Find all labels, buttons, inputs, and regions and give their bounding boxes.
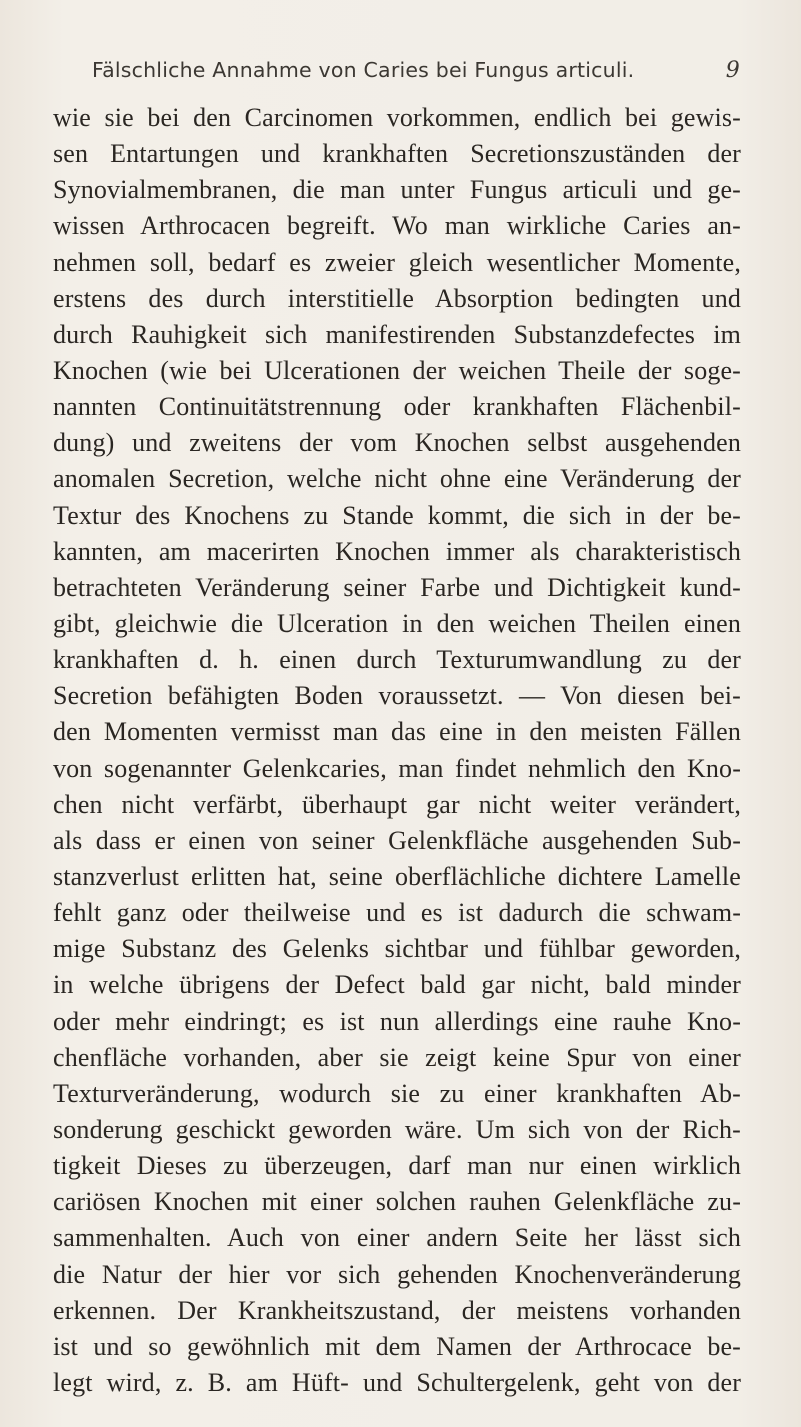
text-line: oder mehr eindringt; es ist nun allerdings eine rauhe Kno- bbox=[53, 1006, 741, 1036]
text-line: von sogenannter Gelenkcaries, man findet nehmlich den Kno- bbox=[53, 753, 741, 783]
text-line: sen Entartungen und krankhaften Secretionszuständen der bbox=[53, 139, 741, 169]
text-line: sammenhalten. Auch von einer andern Seite her lässt sich bbox=[53, 1223, 741, 1253]
text-line: chenfläche vorhanden, aber sie zeigt keine Spur von einer bbox=[53, 1042, 741, 1072]
text-line: anomalen Secretion, welche nicht ohne eine Veränderung der bbox=[53, 464, 741, 494]
text-line: wissen Arthrocacen begreift. Wo man wirkliche Caries an- bbox=[53, 211, 741, 241]
text-line: gibt, gleichwie die Ulceration in den weichen Theilen einen bbox=[53, 608, 741, 638]
text-line: wie sie bei den Carcinomen vorkommen, endlich bei gewis- bbox=[53, 103, 741, 132]
text-line: Knochen (wie bei Ulcerationen der weichen Theile der soge- bbox=[53, 355, 741, 385]
text-line: als dass er einen von seiner Gelenkfläche ausgehenden Sub- bbox=[53, 825, 741, 855]
text-line: Texturveränderung, wodurch sie zu einer krankhaften Ab- bbox=[53, 1078, 741, 1108]
text-line: nannten Continuitätstrennung oder krankhaften Flächenbil- bbox=[53, 392, 741, 422]
text-line: ist und so gewöhnlich mit dem Namen der Arthrocace be- bbox=[53, 1331, 741, 1361]
running-title: Fälschliche Annahme von Caries bei Fungus articuli. bbox=[92, 58, 635, 82]
text-line: tigkeit Dieses zu überzeugen, darf man nur einen wirklich bbox=[53, 1151, 741, 1181]
text-line: betrachteten Veränderung seiner Farbe und Dichtigkeit kund- bbox=[53, 572, 741, 602]
text-line: krankhaften d. h. einen durch Texturumwandlung zu der bbox=[53, 645, 741, 675]
text-line: Synovialmembranen, die man unter Fungus articuli und ge- bbox=[53, 175, 741, 205]
text-line: kannten, am macerirten Knochen immer als charakteristisch bbox=[53, 536, 741, 566]
page-number: 9 bbox=[725, 58, 740, 83]
text-line: nehmen soll, bedarf es zweier gleich wesentlicher Momente, bbox=[53, 247, 741, 277]
text-line: Secretion befähigten Boden voraussetzt. — Von diesen bei- bbox=[53, 681, 741, 711]
text-line: dung) und zweitens der vom Knochen selbst ausgehenden bbox=[53, 428, 741, 458]
text-line: erkennen. Der Krankheitszustand, der meistens vorhanden bbox=[53, 1295, 741, 1325]
text-line: sonderung geschickt geworden wäre. Um sich von der Rich- bbox=[53, 1114, 741, 1144]
body-paragraph bbox=[53, 100, 741, 1401]
running-header bbox=[92, 58, 740, 88]
text-line: mige Substanz des Gelenks sichtbar und fühlbar geworden, bbox=[53, 934, 741, 964]
text-line: Textur des Knochens zu Stande kommt, die sich in der be- bbox=[53, 500, 741, 530]
text-line: in welche übrigens der Defect bald gar nicht, bald minder bbox=[53, 970, 741, 1000]
text-line: cariösen Knochen mit einer solchen rauhen Gelenkfläche zu- bbox=[53, 1187, 741, 1217]
text-line: die Natur der hier vor sich gehenden Knochenveränderung bbox=[53, 1259, 741, 1289]
text-line: chen nicht verfärbt, überhaupt gar nicht weiter verändert, bbox=[53, 789, 741, 819]
text-line: den Momenten vermisst man das eine in den meisten Fällen bbox=[53, 717, 741, 747]
text-line: erstens des durch interstitielle Absorption bedingten und bbox=[53, 283, 741, 313]
text-line: stanzverlust erlitten hat, seine oberflächliche dichtere Lamelle bbox=[53, 861, 741, 891]
text-line: legt wird, z. B. am Hüft- und Schultergelenk, geht von der bbox=[53, 1367, 741, 1397]
text-line: fehlt ganz oder theilweise und es ist dadurch die schwam- bbox=[53, 898, 741, 928]
text-line: durch Rauhigkeit sich manifestirenden Substanzdefectes im bbox=[53, 319, 741, 349]
